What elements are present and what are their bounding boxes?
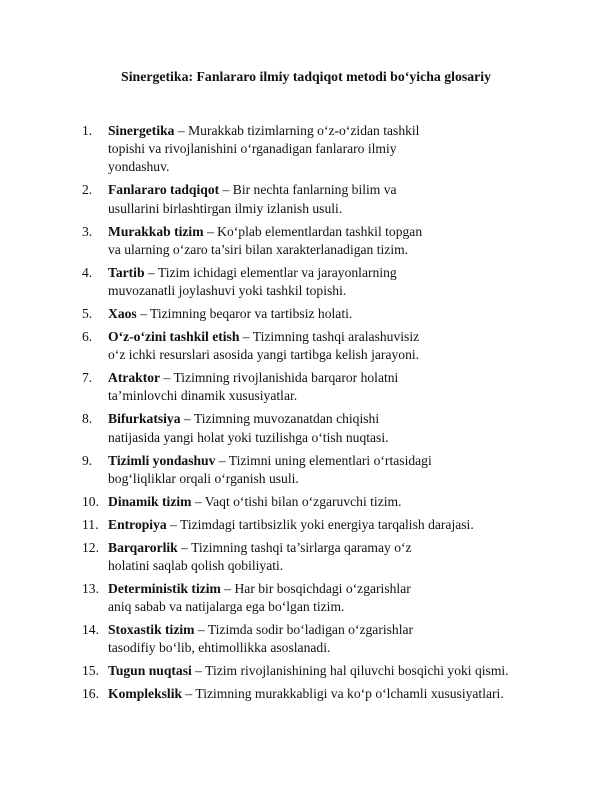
- entry-text: [108, 580, 432, 616]
- entry-term: Bifurkatsiya: [108, 411, 181, 427]
- glossary-entry: [0, 181, 432, 217]
- entry-term: Stoxastik tizim: [108, 622, 195, 638]
- entry-text: [108, 662, 509, 680]
- entry-number: 15.: [82, 663, 99, 679]
- entry-text: [108, 621, 432, 657]
- entry-text: [108, 223, 432, 259]
- entry-term: Fanlararo tadqiqot: [108, 182, 220, 198]
- entry-term: O‘z-o‘zini tashkil etish: [108, 329, 240, 345]
- glossary-entry: [0, 369, 432, 405]
- entry-number: 3.: [82, 223, 93, 239]
- glossary-entry: [0, 305, 509, 323]
- entry-number: 11.: [82, 516, 99, 532]
- entry-term: Komplekslik: [108, 686, 183, 702]
- entry-definition: – Har bir bosqichdagi o‘zgarishlar aniq sabab va natijalarga ega bo‘lgan tizim.: [108, 581, 411, 615]
- entry-definition: – Tizimning rivojlanishida barqaror holatni ta’minlovchi dinamik xususiyatlar.: [108, 370, 399, 404]
- entry-term: Tugun nuqtasi: [108, 663, 192, 679]
- glossary-entry: [0, 580, 432, 616]
- document-title: Sinergetika: Fanlararo ilmiy tadqiqot metodi bo‘yicha glosariy: [121, 69, 491, 84]
- entry-text: [108, 516, 509, 534]
- entry-term: Tartib: [108, 264, 145, 280]
- entry-definition: – Tizimdagi tartibsizlik yoki energiya tarqalish darajasi.: [166, 516, 474, 532]
- entry-number: 6.: [82, 329, 93, 345]
- entry-number: 9.: [82, 452, 93, 468]
- entry-definition: – Vaqt o‘tishi bilan o‘zgaruvchi tizim.: [191, 493, 402, 509]
- entry-text: [108, 493, 509, 511]
- entry-term: Dinamik tizim: [108, 493, 192, 509]
- entry-text: [108, 305, 509, 323]
- glossary-list: [0, 122, 509, 708]
- entry-text: [108, 452, 432, 488]
- entry-definition: – Bir nechta fanlarning bilim va usullarini birlashtirgan ilmiy izlanish usuli.: [108, 182, 397, 216]
- entry-number: 16.: [82, 686, 99, 702]
- entry-definition: – Tizim rivojlanishining hal qiluvchi bosqichi yoki qismi.: [191, 663, 509, 679]
- entry-term: Xaos: [108, 306, 137, 322]
- entry-text: [108, 685, 509, 703]
- entry-term: Entropiya: [108, 516, 167, 532]
- entry-definition: – Tizim ichidagi elementlar va jarayonlarning muvozanatli joylashuvi yoki tashkil topishi.: [108, 264, 397, 299]
- entry-definition: – Ko‘plab elementlardan tashkil topgan va ularning o‘zaro ta’siri bilan xarakterlanadigan tizim.: [108, 223, 423, 257]
- glossary-entry: [0, 410, 432, 446]
- entry-number: 1.: [82, 123, 93, 138]
- entry-definition: – Tizimning tashqi aralashuvisiz o‘z ichki resurslari asosida yangi tartibga kelish jarayoni.: [108, 329, 420, 363]
- entry-definition: – Murakkab tizimlarning o‘z-o‘zidan tashkil topishi va rivojlanishini o‘rganadigan fanlararo ilmiy yondashuv.: [108, 123, 420, 175]
- glossary-entry: [0, 264, 432, 300]
- entry-text: [108, 369, 432, 405]
- glossary-entry: [0, 452, 432, 488]
- glossary-entry: [0, 223, 432, 259]
- entry-term: Murakkab tizim: [108, 223, 204, 239]
- entry-text: [108, 328, 432, 364]
- entry-definition: – Tizimning tashqi ta’sirlarga qaramay o‘z holatini saqlab qolish qobiliyati.: [108, 539, 412, 574]
- entry-number: 12.: [82, 539, 99, 555]
- entry-text: [108, 539, 432, 575]
- entry-number: 14.: [82, 622, 99, 638]
- entry-term: Tizimli yondashuv: [108, 452, 216, 468]
- entry-number: 4.: [82, 264, 93, 280]
- entry-text: [108, 410, 432, 446]
- entry-text: [108, 122, 432, 177]
- entry-term: Deterministik tizim: [108, 581, 221, 597]
- glossary-entry: [0, 685, 509, 703]
- entry-number: 5.: [82, 306, 93, 322]
- glossary-entry: [0, 621, 432, 657]
- entry-number: 7.: [82, 370, 93, 386]
- entry-term: Atraktor: [108, 370, 161, 386]
- entry-term: Sinergetika: [108, 123, 175, 138]
- entry-number: 10.: [82, 493, 99, 509]
- entry-number: 13.: [82, 581, 99, 597]
- entry-number: 8.: [82, 411, 93, 427]
- entry-definition: – Tizimning murakkabligi va ko‘p o‘lchamli xususiyatlari.: [182, 686, 504, 702]
- glossary-entry: [0, 516, 509, 534]
- entry-number: 2.: [82, 182, 93, 198]
- glossary-entry: [0, 493, 509, 511]
- entry-text: [108, 264, 432, 300]
- entry-definition: – Tizimning beqaror va tartibsiz holati.: [136, 306, 353, 322]
- entry-definition: – Tizimning muvozanatdan chiqishi natijasida yangi holat yoki tuzilishga o‘tish nuqtasi.: [108, 411, 389, 445]
- glossary-entry: [0, 539, 432, 575]
- glossary-entry: [0, 662, 509, 680]
- entry-term: Barqarorlik: [108, 539, 178, 555]
- entry-text: [108, 181, 432, 217]
- glossary-entry: [0, 122, 432, 177]
- entry-definition: – Tizimni uning elementlari o‘rtasidagi bog‘liqliklar orqali o‘rganish usuli.: [108, 452, 432, 486]
- glossary-entry: [0, 328, 432, 364]
- entry-definition: – Tizimda sodir bo‘ladigan o‘zgarishlar tasodifiy bo‘lib, ehtimollikka asoslanadi.: [108, 622, 414, 656]
